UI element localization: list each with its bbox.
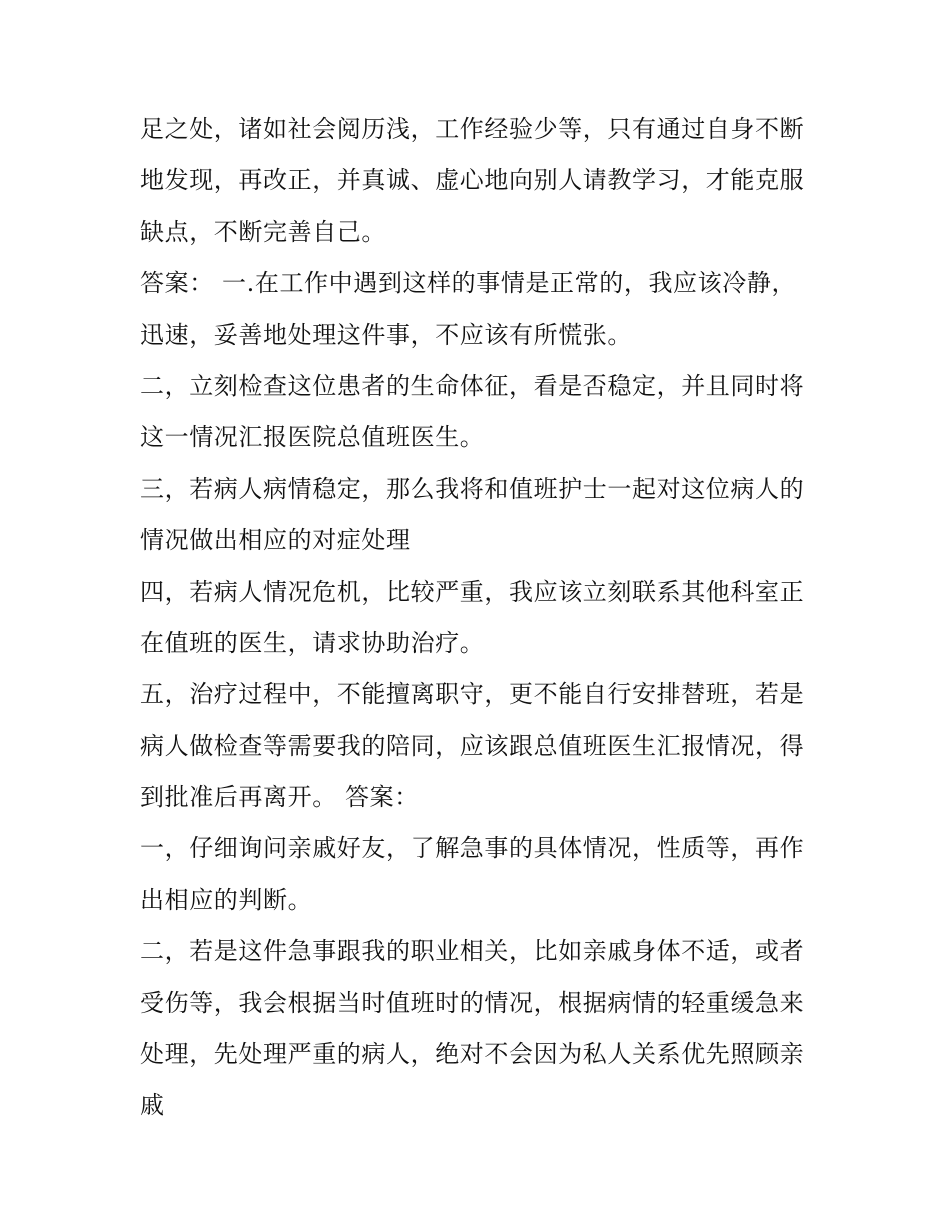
text-line: 出相应的判断。 <box>140 885 313 914</box>
text-line: 足之处，诸如社会阅历浅，工作经验少等，只有通过自身不断 <box>140 115 805 143</box>
text-line: 五，治疗过程中，不能擅离职守，更不能自行安排替班，若是 <box>140 680 805 709</box>
text-line: 处理，先处理严重的病人，绝对不会因为私人关系优先照顾亲 <box>140 1040 805 1069</box>
text-line: 四，若病人情况危机，比较严重，我应该立刻联系其他科室正 <box>140 577 805 606</box>
text-line: 缺点，不断完善自己。 <box>140 217 386 246</box>
text-line: 答案： 一.在工作中遇到这样的事情是正常的，我应该冷静， <box>140 269 797 298</box>
text-line: 三，若病人病情稳定，那么我将和值班护士一起对这位病人的 <box>140 474 805 503</box>
text-line: 一，仔细询问亲戚好友，了解急事的具体情况，性质等，再作 <box>140 834 805 863</box>
text-line: 戚 <box>140 1091 165 1120</box>
text-line: 情况做出相应的对症处理 <box>140 526 411 555</box>
text-line: 地发现，再改正，并真诚、虚心地向别人请教学习，才能克服 <box>140 166 805 195</box>
text-line: 受伤等，我会根据当时值班时的情况，根据病情的轻重缓急来 <box>140 988 805 1017</box>
text-line: 到批准后再离开。 答案： <box>140 783 419 812</box>
document-body <box>140 104 820 1132</box>
text-line: 病人做检查等需要我的陪同，应该跟总值班医生汇报情况，得 <box>140 731 805 760</box>
text-line: 迅速，妥善地处理这件事，不应该有所慌张。 <box>140 320 632 349</box>
text-line: 二，若是这件急事跟我的职业相关，比如亲戚身体不适，或者 <box>140 937 805 966</box>
text-line: 在值班的医生，请求协助治疗。 <box>140 628 485 657</box>
text-line: 二，立刻检查这位患者的生命体征，看是否稳定，并且同时将 <box>140 371 805 400</box>
text-line: 这一情况汇报医院总值班医生。 <box>140 423 485 452</box>
